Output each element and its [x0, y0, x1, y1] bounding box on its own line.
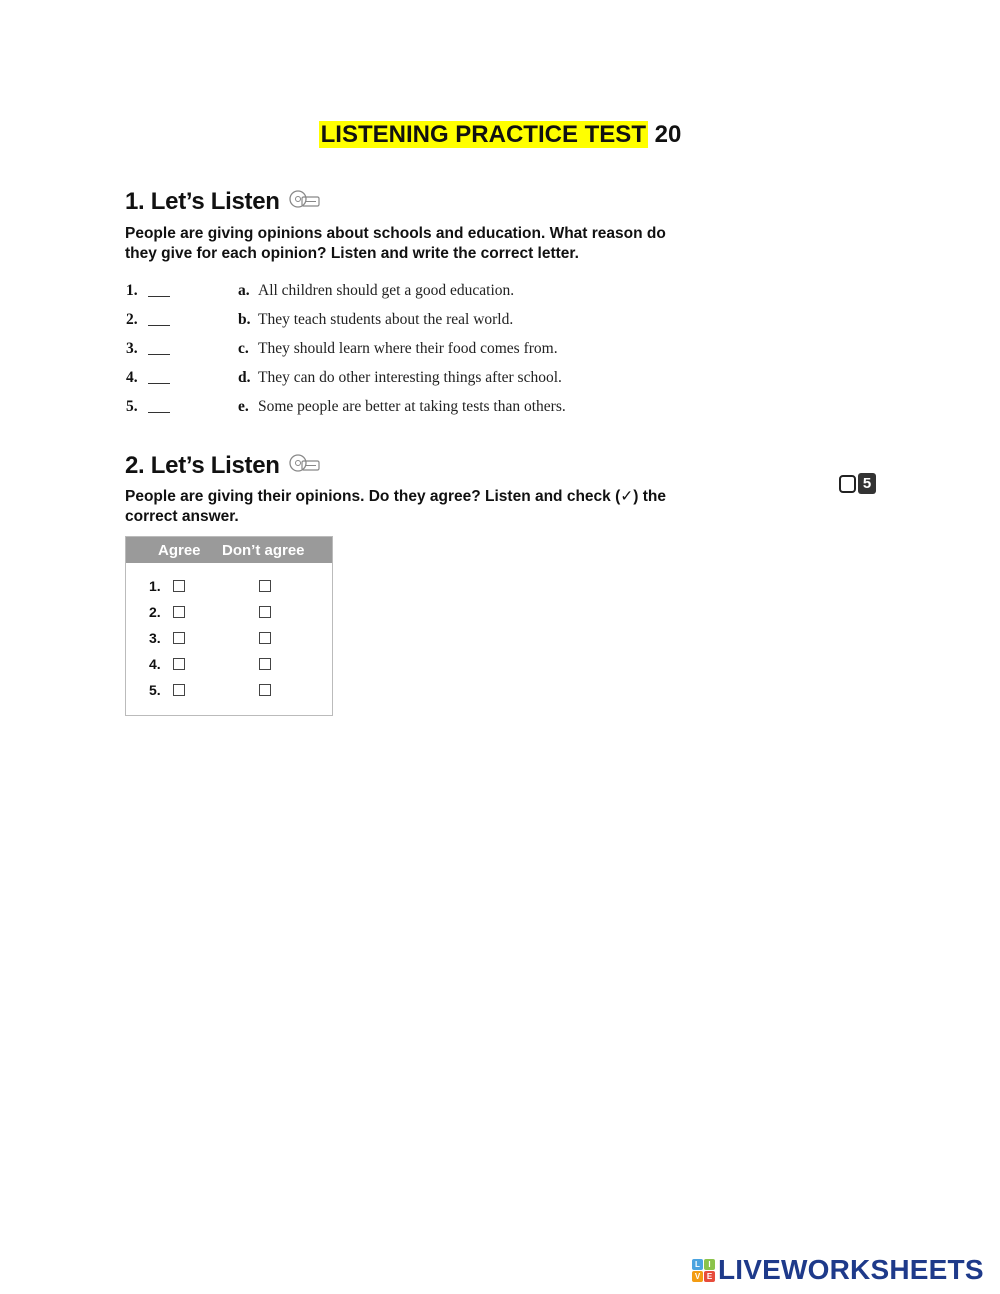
list-item [126, 392, 726, 421]
table-row [126, 677, 332, 703]
agree-checkbox[interactable] [173, 632, 185, 644]
section1-heading-text: 1. Let’s Listen [125, 187, 280, 215]
section1-instructions: People are giving opinions about schools and education. What reason do they give for each opinion? Listen and write the correct letter. [125, 225, 666, 262]
row-number: 3. [149, 630, 161, 646]
logo-letter: I [704, 1259, 715, 1270]
option-text: They teach students about the real world. [258, 310, 514, 328]
item-number: 3. [126, 339, 138, 357]
audio-cd-icon [288, 450, 322, 481]
answer-blank[interactable] [148, 411, 170, 413]
answer-blank[interactable] [148, 324, 170, 326]
item-number: 2. [126, 310, 138, 328]
table-row [126, 625, 332, 651]
section2-heading-text: 2. Let’s Listen [125, 451, 280, 479]
logo-letter: E [704, 1271, 715, 1282]
item-number: 5. [126, 397, 138, 415]
agree-checkbox[interactable] [173, 580, 185, 592]
column-agree: Agree [158, 541, 201, 559]
column-dont-agree: Don’t agree [222, 541, 305, 559]
option-text: Some people are better at taking tests than others. [258, 397, 566, 415]
row-number: 1. [149, 578, 161, 594]
list-item [126, 363, 726, 392]
dont-agree-checkbox[interactable] [259, 632, 271, 644]
track-checkbox [839, 475, 856, 493]
option-letter: a. [238, 281, 250, 299]
option-letter: b. [238, 310, 251, 328]
option-letter: e. [238, 397, 249, 415]
row-number: 4. [149, 656, 161, 672]
title-highlighted: LISTENING PRACTICE TEST [320, 121, 646, 148]
table-row [126, 573, 332, 599]
list-item [126, 305, 726, 334]
matching-list [126, 276, 726, 421]
row-number: 2. [149, 604, 161, 620]
agree-check-table [125, 536, 333, 716]
item-number: 1. [126, 281, 138, 299]
page-title [0, 120, 1000, 150]
dont-agree-checkbox[interactable] [259, 658, 271, 670]
track-number: 5 [858, 473, 876, 494]
table-header [126, 537, 332, 563]
list-item [126, 276, 726, 305]
item-number: 4. [126, 368, 138, 386]
option-text: They should learn where their food comes from. [258, 339, 558, 357]
section2-instructions: People are giving their opinions. Do they agree? Listen and check (✓) the correct answer. [125, 488, 666, 525]
answer-blank[interactable] [148, 382, 170, 384]
audio-cd-icon [288, 186, 322, 217]
track-counter [839, 473, 876, 494]
option-letter: d. [238, 368, 251, 386]
agree-checkbox[interactable] [173, 606, 185, 618]
section2-heading [125, 450, 322, 481]
liveworksheets-logo-icon [692, 1259, 715, 1282]
dont-agree-checkbox[interactable] [259, 606, 271, 618]
dont-agree-checkbox[interactable] [259, 684, 271, 696]
logo-letter: V [692, 1271, 703, 1282]
answer-blank[interactable] [148, 295, 170, 297]
title-number: 20 [654, 121, 682, 148]
row-number: 5. [149, 682, 161, 698]
answer-blank[interactable] [148, 353, 170, 355]
list-item [126, 334, 726, 363]
option-text: All children should get a good education. [258, 281, 515, 299]
option-text: They can do other interesting things after school. [258, 368, 562, 386]
table-row [126, 651, 332, 677]
logo-letter: L [692, 1259, 703, 1270]
section1-heading [125, 186, 322, 217]
agree-checkbox[interactable] [173, 658, 185, 670]
liveworksheets-brand [692, 1254, 984, 1286]
table-row [126, 599, 332, 625]
brand-name: LIVEWORKSHEETS [718, 1254, 984, 1285]
agree-checkbox[interactable] [173, 684, 185, 696]
dont-agree-checkbox[interactable] [259, 580, 271, 592]
option-letter: c. [238, 339, 249, 357]
